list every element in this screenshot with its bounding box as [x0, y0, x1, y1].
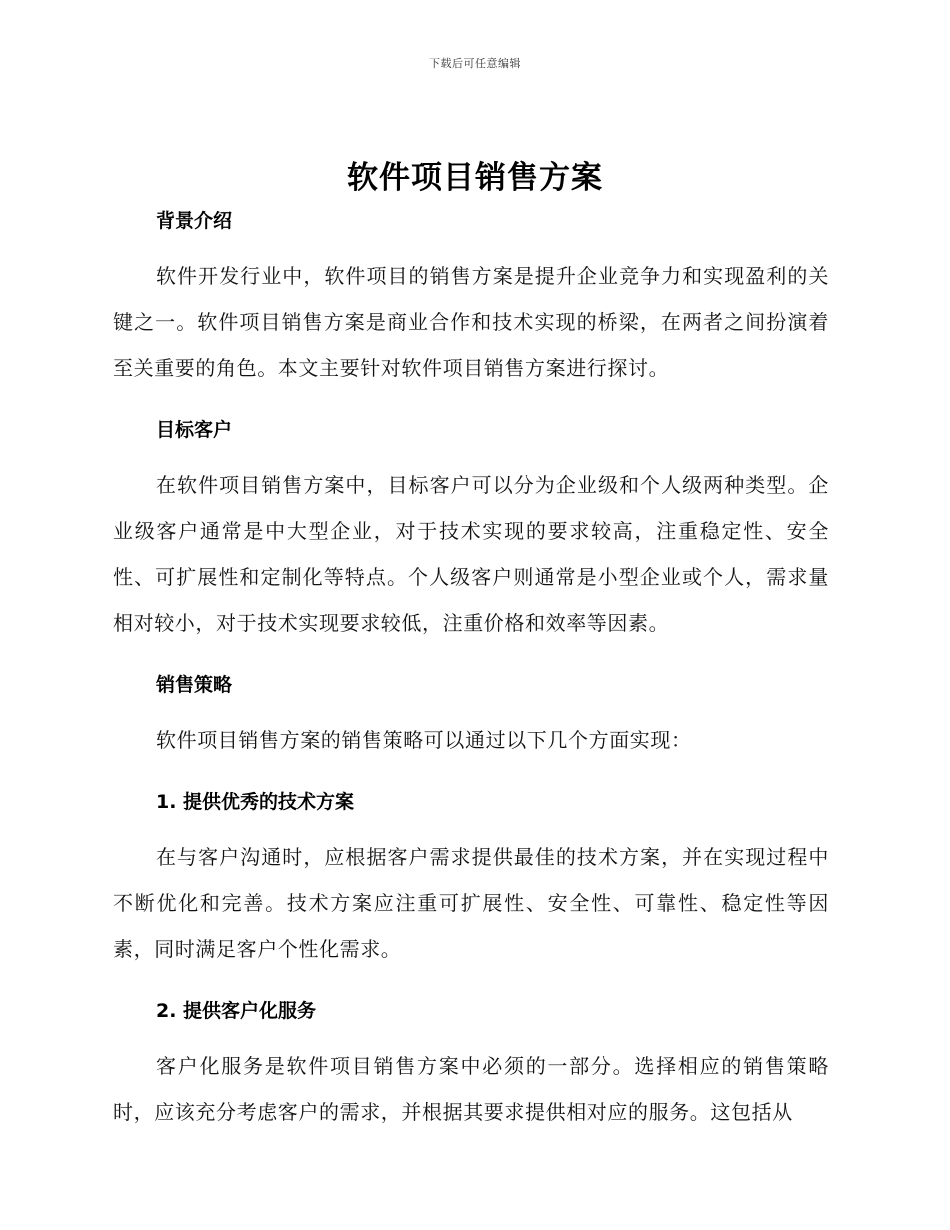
section-heading-target-customers: 目标客户: [156, 419, 233, 441]
section-paragraph-sales-strategy: 软件项目销售方案的销售策略可以通过以下几个方面实现：: [156, 728, 692, 752]
section-heading-background: 背景介绍: [156, 210, 233, 232]
section-paragraph-customized-service: 客户化服务是软件项目销售方案中必须的一部分。选择相应的销售策略时，应该充分考虑客户的需求，并根据其要求提供相对应的服务。这包括从: [113, 1054, 829, 1124]
section-heading-technical-solution: 1. 提供优秀的技术方案: [156, 791, 355, 813]
section-paragraph-technical-solution: 在与客户沟通时，应根据客户需求提供最佳的技术方案，并在实现过程中不断优化和完善。技术方案应注重可扩展性、安全性、可靠性、稳定性等因素，同时满足客户个性化需求。: [113, 845, 829, 961]
section-heading-customized-service: 2. 提供客户化服务: [156, 1000, 317, 1022]
section-paragraph-target-customers: 在软件项目销售方案中，目标客户可以分为企业级和个人级两种类型。企业级客户通常是中大型企业，对于技术实现的要求较高，注重稳定性、安全性、可扩展性和定制化等特点。个人级客户则通常是小型企业或个人，需求量相对较小，对于技术实现要求较低，注重价格和效率等因素。: [113, 473, 829, 635]
section-heading-sales-strategy: 销售策略: [156, 674, 233, 696]
document-title: 软件项目销售方案: [347, 160, 603, 196]
document-body: [113, 204, 829, 1135]
section-paragraph-background: 软件开发行业中，软件项目的销售方案是提升企业竞争力和实现盈利的关键之一。软件项目销售方案是商业合作和技术实现的桥梁，在两者之间扮演着至关重要的角色。本文主要针对软件项目销售方案进行探讨。: [113, 264, 829, 380]
header-note: 下载后可任意编辑: [429, 57, 521, 70]
